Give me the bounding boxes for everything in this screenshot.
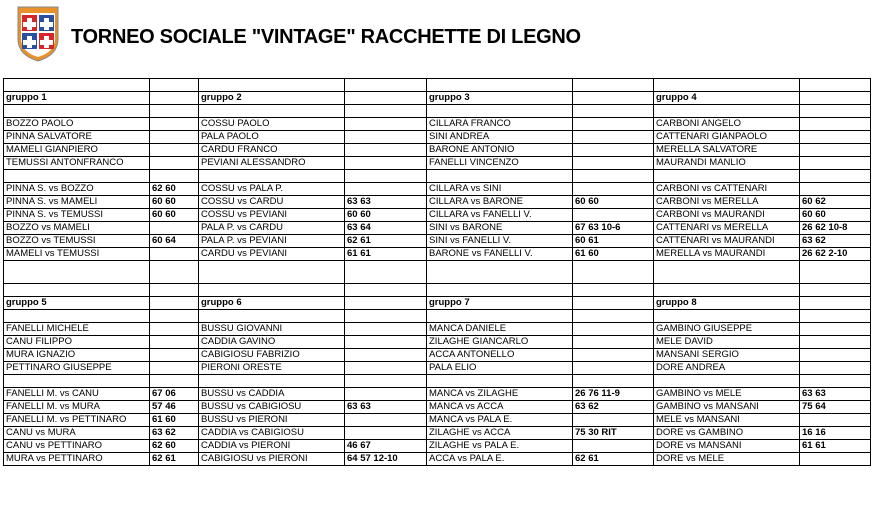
empty-cell [199, 261, 345, 284]
empty-cell [573, 323, 654, 336]
match-pairing: CARBONI vs CATTENARI [654, 183, 800, 196]
match-score [800, 453, 871, 466]
empty-cell [150, 144, 199, 157]
empty-cell [800, 144, 871, 157]
player-name: FANELLI VINCENZO [427, 157, 573, 170]
empty-cell [654, 170, 800, 183]
player-name: MURA IGNAZIO [4, 349, 150, 362]
match-score: 62 61 [573, 453, 654, 466]
player-name: FANELLI MICHELE [4, 323, 150, 336]
player-name: SINI ANDREA [427, 131, 573, 144]
match-pairing: MANCA vs ACCA [427, 401, 573, 414]
player-name: TEMUSSI ANTONFRANCO [4, 157, 150, 170]
match-score: 62 61 [150, 453, 199, 466]
empty-cell [150, 118, 199, 131]
player-row [4, 157, 871, 170]
player-row [4, 362, 871, 375]
match-pairing: GAMBINO vs MELE [654, 388, 800, 401]
match-row [4, 427, 871, 440]
match-score: 57 46 [150, 401, 199, 414]
spacer-row [4, 310, 871, 323]
empty-cell [4, 310, 150, 323]
match-pairing: CABIGIOSU vs PIERONI [199, 453, 345, 466]
group-title: gruppo 5 [4, 297, 150, 310]
empty-cell [427, 105, 573, 118]
match-pairing: BARONE vs FANELLI V. [427, 248, 573, 261]
empty-cell [800, 118, 871, 131]
player-name: MELE DAVID [654, 336, 800, 349]
match-pairing: ACCA vs PALA E. [427, 453, 573, 466]
match-pairing: CATTENARI vs MAURANDI [654, 235, 800, 248]
player-name: DORE ANDREA [654, 362, 800, 375]
match-pairing: PALA P. vs CARDU [199, 222, 345, 235]
empty-cell [150, 105, 199, 118]
empty-cell [800, 310, 871, 323]
match-pairing: MURA vs PETTINARO [4, 453, 150, 466]
match-score: 26 62 2-10 [800, 248, 871, 261]
empty-cell [573, 131, 654, 144]
group-title: gruppo 1 [4, 92, 150, 105]
page-title: TORNEO SOCIALE "VINTAGE" RACCHETTE DI LEGNO [71, 26, 581, 48]
empty-cell [150, 79, 199, 92]
player-name: CANU FILIPPO [4, 336, 150, 349]
match-pairing: CADDIA vs CABIGIOSU [199, 427, 345, 440]
match-pairing: ZILAGHE vs ACCA [427, 427, 573, 440]
player-name: CARBONI ANGELO [654, 118, 800, 131]
player-name: BUSSU GIOVANNI [199, 323, 345, 336]
match-score [150, 248, 199, 261]
match-pairing: CADDIA vs PIERONI [199, 440, 345, 453]
player-name: ACCA ANTONELLO [427, 349, 573, 362]
empty-cell [345, 375, 427, 388]
empty-cell [800, 323, 871, 336]
empty-cell [573, 349, 654, 362]
empty-cell [150, 336, 199, 349]
empty-cell [150, 92, 199, 105]
match-score: 60 60 [573, 196, 654, 209]
empty-cell [573, 261, 654, 284]
group-title: gruppo 4 [654, 92, 800, 105]
empty-cell [150, 349, 199, 362]
empty-cell [4, 375, 150, 388]
empty-cell [800, 105, 871, 118]
player-name: CATTENARI GIANPAOLO [654, 131, 800, 144]
match-score: 62 60 [150, 183, 199, 196]
empty-cell [654, 261, 800, 284]
empty-cell [150, 170, 199, 183]
match-pairing: MANCA vs ZILAGHE [427, 388, 573, 401]
empty-cell [345, 261, 427, 284]
match-score: 63 62 [150, 427, 199, 440]
match-score: 67 63 10-6 [573, 222, 654, 235]
empty-cell [427, 170, 573, 183]
empty-cell [573, 297, 654, 310]
match-pairing: CANU vs PETTINARO [4, 440, 150, 453]
spacer-row [4, 284, 871, 297]
match-score: 63 64 [345, 222, 427, 235]
empty-cell [427, 284, 573, 297]
match-pairing: COSSU vs PALA P. [199, 183, 345, 196]
empty-cell [800, 261, 871, 284]
match-score: 61 60 [573, 248, 654, 261]
empty-cell [345, 131, 427, 144]
match-pairing: MAMELI vs TEMUSSI [4, 248, 150, 261]
empty-cell [800, 375, 871, 388]
empty-cell [800, 297, 871, 310]
spacer-row [4, 105, 871, 118]
match-row [4, 453, 871, 466]
club-logo [14, 3, 62, 63]
match-pairing: DORE vs GAMBINO [654, 427, 800, 440]
match-score: 60 61 [573, 235, 654, 248]
empty-cell [573, 310, 654, 323]
empty-cell [573, 336, 654, 349]
empty-cell [654, 310, 800, 323]
match-row [4, 196, 871, 209]
match-score: 75 64 [800, 401, 871, 414]
player-name: BOZZO PAOLO [4, 118, 150, 131]
empty-cell [654, 105, 800, 118]
match-row [4, 401, 871, 414]
match-score: 60 62 [800, 196, 871, 209]
match-pairing: CARDU vs PEVIANI [199, 248, 345, 261]
match-row [4, 440, 871, 453]
player-row [4, 323, 871, 336]
group-title: gruppo 7 [427, 297, 573, 310]
empty-cell [150, 362, 199, 375]
match-pairing: FANELLI M. vs PETTINARO [4, 414, 150, 427]
empty-cell [345, 362, 427, 375]
match-pairing: CILLARA vs SINI [427, 183, 573, 196]
match-pairing: MANCA vs PALA E. [427, 414, 573, 427]
player-name: BARONE ANTONIO [427, 144, 573, 157]
match-pairing: FANELLI M. vs CANU [4, 388, 150, 401]
player-name: CILLARA FRANCO [427, 118, 573, 131]
player-name: CABIGIOSU FABRIZIO [199, 349, 345, 362]
group-title: gruppo 3 [427, 92, 573, 105]
empty-cell [800, 284, 871, 297]
group-title: gruppo 6 [199, 297, 345, 310]
empty-cell [4, 284, 150, 297]
spacer-row [4, 170, 871, 183]
match-score: 60 60 [345, 209, 427, 222]
match-score: 63 62 [573, 401, 654, 414]
empty-cell [345, 349, 427, 362]
match-score: 46 67 [345, 440, 427, 453]
match-pairing: COSSU vs CARDU [199, 196, 345, 209]
empty-cell [345, 284, 427, 297]
empty-cell [345, 297, 427, 310]
match-score: 26 62 10-8 [800, 222, 871, 235]
empty-cell [4, 105, 150, 118]
empty-cell [573, 92, 654, 105]
player-name: ZILAGHE GIANCARLO [427, 336, 573, 349]
player-name: GAMBINO GIUSEPPE [654, 323, 800, 336]
empty-cell [345, 118, 427, 131]
match-score: 61 61 [800, 440, 871, 453]
empty-cell [573, 375, 654, 388]
player-name: PETTINARO GIUSEPPE [4, 362, 150, 375]
empty-cell [573, 79, 654, 92]
match-row [4, 209, 871, 222]
match-pairing: BUSSU vs CADDIA [199, 388, 345, 401]
empty-cell [345, 144, 427, 157]
match-score: 63 63 [800, 388, 871, 401]
player-row [4, 349, 871, 362]
match-pairing: ZILAGHE vs PALA E. [427, 440, 573, 453]
match-row [4, 235, 871, 248]
empty-cell [573, 144, 654, 157]
match-score: 62 61 [345, 235, 427, 248]
match-score: 26 76 11-9 [573, 388, 654, 401]
spacer-row [4, 375, 871, 388]
match-pairing: PINNA S. vs TEMUSSI [4, 209, 150, 222]
empty-cell [150, 297, 199, 310]
match-pairing: PINNA S. vs BOZZO [4, 183, 150, 196]
match-pairing: CARBONI vs MAURANDI [654, 209, 800, 222]
match-row [4, 222, 871, 235]
player-name: PALA PAOLO [199, 131, 345, 144]
match-pairing: PALA P. vs PEVIANI [199, 235, 345, 248]
match-score: 63 62 [800, 235, 871, 248]
match-row [4, 388, 871, 401]
empty-cell [800, 336, 871, 349]
spacer-row [4, 261, 871, 284]
match-score: 75 30 RIT [573, 427, 654, 440]
match-pairing: CILLARA vs BARONE [427, 196, 573, 209]
tournament-table [3, 78, 871, 466]
group-header-row [4, 297, 871, 310]
empty-cell [345, 79, 427, 92]
match-score: 16 16 [800, 427, 871, 440]
empty-cell [4, 261, 150, 284]
empty-cell [345, 92, 427, 105]
match-score [800, 183, 871, 196]
player-row [4, 144, 871, 157]
match-pairing: MERELLA vs MAURANDI [654, 248, 800, 261]
empty-cell [150, 310, 199, 323]
player-name: PEVIANI ALESSANDRO [199, 157, 345, 170]
group-header-row [4, 92, 871, 105]
player-name: PALA ELIO [427, 362, 573, 375]
match-score [573, 440, 654, 453]
match-pairing: BUSSU vs PIERONI [199, 414, 345, 427]
empty-cell [800, 362, 871, 375]
empty-cell [345, 323, 427, 336]
player-name: MANSANI SERGIO [654, 349, 800, 362]
empty-cell [427, 79, 573, 92]
match-pairing: BUSSU vs CABIGIOSU [199, 401, 345, 414]
match-score [573, 183, 654, 196]
empty-cell [427, 310, 573, 323]
match-score: 64 57 12-10 [345, 453, 427, 466]
match-pairing: GAMBINO vs MANSANI [654, 401, 800, 414]
match-row [4, 183, 871, 196]
empty-cell [150, 284, 199, 297]
empty-cell [427, 375, 573, 388]
match-pairing: FANELLI M. vs MURA [4, 401, 150, 414]
empty-cell [573, 362, 654, 375]
empty-cell [800, 349, 871, 362]
empty-cell [4, 170, 150, 183]
empty-cell [800, 131, 871, 144]
spacer-row [4, 79, 871, 92]
match-score: 60 60 [150, 196, 199, 209]
player-name: MAURANDI MANLIO [654, 157, 800, 170]
empty-cell [800, 170, 871, 183]
empty-cell [573, 105, 654, 118]
match-score [345, 388, 427, 401]
empty-cell [345, 310, 427, 323]
empty-cell [199, 79, 345, 92]
player-name: MANCA DANIELE [427, 323, 573, 336]
match-row [4, 414, 871, 427]
empty-cell [654, 375, 800, 388]
player-row [4, 118, 871, 131]
empty-cell [573, 118, 654, 131]
player-name: CADDIA GAVINO [199, 336, 345, 349]
match-pairing: CATTENARI vs MERELLA [654, 222, 800, 235]
group-title: gruppo 8 [654, 297, 800, 310]
match-pairing: DORE vs MANSANI [654, 440, 800, 453]
empty-cell [427, 261, 573, 284]
match-score [800, 414, 871, 427]
match-row [4, 248, 871, 261]
empty-cell [800, 92, 871, 105]
match-score: 60 64 [150, 235, 199, 248]
empty-cell [150, 157, 199, 170]
empty-cell [199, 105, 345, 118]
empty-cell [654, 284, 800, 297]
empty-cell [800, 79, 871, 92]
empty-cell [573, 157, 654, 170]
match-score: 61 60 [150, 414, 199, 427]
match-score: 63 63 [345, 401, 427, 414]
match-score [345, 183, 427, 196]
match-score [150, 222, 199, 235]
empty-cell [345, 157, 427, 170]
empty-cell [150, 375, 199, 388]
match-pairing: SINI vs FANELLI V. [427, 235, 573, 248]
match-score [573, 414, 654, 427]
match-pairing: BOZZO vs MAMELI [4, 222, 150, 235]
match-score: 60 60 [800, 209, 871, 222]
match-score [573, 209, 654, 222]
empty-cell [573, 170, 654, 183]
group-title: gruppo 2 [199, 92, 345, 105]
match-pairing: COSSU vs PEVIANI [199, 209, 345, 222]
empty-cell [345, 170, 427, 183]
empty-cell [199, 375, 345, 388]
match-score [345, 427, 427, 440]
match-pairing: CILLARA vs FANELLI V. [427, 209, 573, 222]
player-name: MAMELI GIANPIERO [4, 144, 150, 157]
player-name: CARDU FRANCO [199, 144, 345, 157]
empty-cell [199, 170, 345, 183]
empty-cell [199, 284, 345, 297]
match-score: 61 61 [345, 248, 427, 261]
empty-cell [150, 261, 199, 284]
player-name: PINNA SALVATORE [4, 131, 150, 144]
empty-cell [150, 323, 199, 336]
empty-cell [573, 284, 654, 297]
player-name: COSSU PAOLO [199, 118, 345, 131]
match-pairing: DORE vs MELE [654, 453, 800, 466]
player-name: MERELLA SALVATORE [654, 144, 800, 157]
match-score: 62 60 [150, 440, 199, 453]
match-score [345, 414, 427, 427]
empty-cell [4, 79, 150, 92]
player-name: PIERONI ORESTE [199, 362, 345, 375]
player-row [4, 336, 871, 349]
match-pairing: CANU vs MURA [4, 427, 150, 440]
match-score: 63 63 [345, 196, 427, 209]
empty-cell [345, 336, 427, 349]
match-score: 60 60 [150, 209, 199, 222]
match-pairing: PINNA S. vs MAMELI [4, 196, 150, 209]
empty-cell [345, 105, 427, 118]
empty-cell [800, 157, 871, 170]
match-pairing: MELE vs MANSANI [654, 414, 800, 427]
match-pairing: CARBONI vs MERELLA [654, 196, 800, 209]
player-row [4, 131, 871, 144]
empty-cell [654, 79, 800, 92]
match-pairing: SINI vs BARONE [427, 222, 573, 235]
match-score: 67 06 [150, 388, 199, 401]
empty-cell [150, 131, 199, 144]
match-pairing: BOZZO vs TEMUSSI [4, 235, 150, 248]
empty-cell [199, 310, 345, 323]
